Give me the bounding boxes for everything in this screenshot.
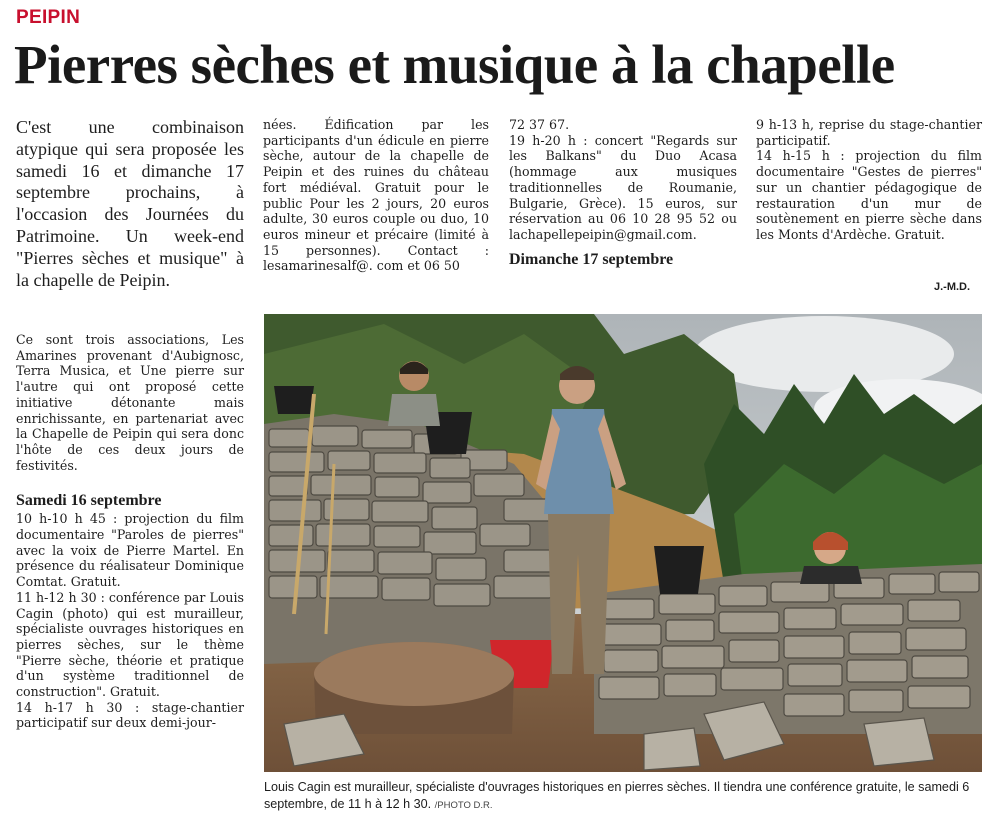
saturday-item-3-start: 14 h-17 h 30 : stage-chantier participatif sur deux demi-jour- [16, 699, 244, 731]
bucket-left [274, 386, 314, 414]
sunday-item-1: 9 h-13 h, reprise du stage-chantier participatif. [756, 117, 982, 148]
article-photo [264, 314, 982, 772]
column-2 [263, 117, 489, 274]
photo-caption [264, 779, 984, 814]
bucket-right [654, 546, 704, 594]
photo-illustration [264, 314, 982, 772]
lead-paragraph [16, 117, 244, 291]
intro-paragraph: Ce sont trois associations, Les Amarines provenant d'Aubignosc, Terra Musica, et Une pierre sur l'autre qui ont proposé cette initiative détonante mais enrichissante, en partenariat avec la Chapelle de Peipin qui sera donc l'hôte de ces deux jours de festivités. [16, 332, 244, 473]
saturday-item-2: 11 h-12 h 30 : conférence par Louis Cagin (photo) qui est murailleur, spécialiste ouvrages historiques en pierres sèches, sur le thème "Pierre sèche, théorie et pratique d'un système traditionnel de construction". Gratuit. [16, 589, 244, 700]
column-1 [16, 332, 244, 731]
lead-text: C'est une combinaison atypique qui sera proposée les samedi 16 et dimanche 17 septembre prochains, à l'occasion des Journées du Patrimoine. Un week-end "Pierres sèches et musique" à la chapelle de Peipin. [16, 117, 244, 290]
column-3 [509, 117, 737, 270]
saturday-item-3-cont: nées. Édification par les participants d'un édicule en pierre sèche, autour de la chapelle de Peipin et des ruines du château fort médiéval. Gratuit pour le public Pour les 2 jours, 20 euros adulte, 30 euros couple ou duo, 10 euros mineur et précaire (limité à 15 personnes). Contact : lesamarinesalf@. com et 06 50 [263, 117, 489, 274]
saturday-item-1: 10 h-10 h 45 : projection du film documentaire "Paroles de pierres" avec la voix de Pierre Martel. En présence du réalisateur Dominique Comtat. Gratuit. [16, 511, 244, 590]
kicker: PEIPIN [16, 7, 81, 28]
byline: J.-M.D. [934, 281, 971, 293]
column-4 [756, 117, 982, 243]
saturday-item-3-end: 72 37 67. [509, 117, 570, 132]
headline: Pierres sèches et musique à la chapelle [14, 34, 895, 95]
lower-wall [594, 564, 982, 734]
sunday-item-2: 14 h-15 h : projection du film documentaire "Gestes de pierres" sur un chantier pédagogique de restauration d'un mur de soutènement en pierre sèche dans les Monts d'Ardèche. Gratuit. [756, 148, 982, 242]
photo-credit: /PHOTO D.R. [434, 800, 493, 811]
saturday-item-4: 19 h-20 h : concert "Regards sur les Balkans" du Duo Acasa (hommage aux musiques traditionnelles de Roumanie, Bulgarie, Grèce). 15 euros, sur réservation au 06 10 28 95 52 ou lachapellepeipin@gmail.com. [509, 132, 737, 242]
caption-text: Louis Cagin est murailleur, spécialiste d'ouvrages historiques en pierres sèches. Il tiendra une conférence gratuite, le samedi 6 septembre, de 11 h à 12 h 30. [264, 780, 970, 811]
sunday-heading: Dimanche 17 septembre [509, 250, 674, 268]
saturday-heading: Samedi 16 septembre [16, 492, 162, 510]
